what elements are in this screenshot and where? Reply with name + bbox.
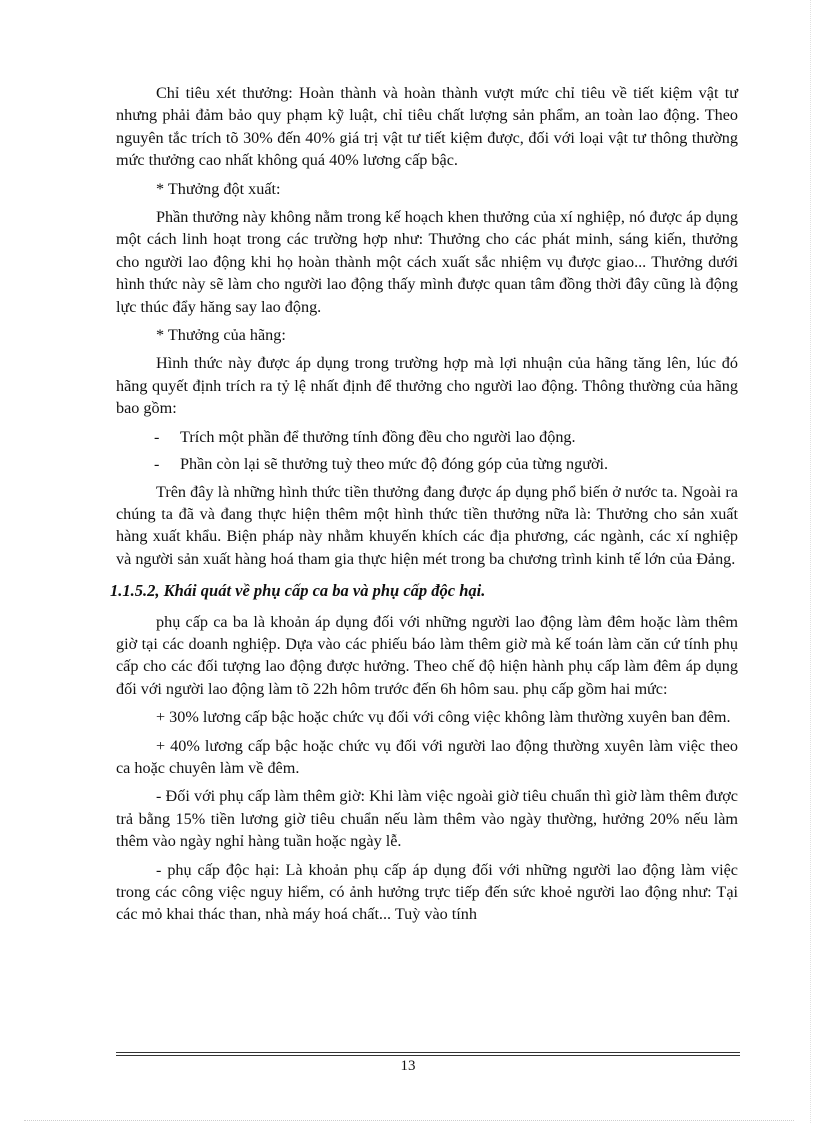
list-item (116, 453, 738, 475)
subheading-sudden-bonus: * Thưởng đột xuất: (156, 179, 281, 198)
page-body (110, 82, 738, 932)
paragraph-rate-40: + 40% lương cấp bậc hoặc chức vụ đối với người lao động thường xuyên làm việc theo ca hoặc chuyên làm về đêm. (116, 736, 738, 777)
bullet-marker: - (154, 427, 160, 446)
paragraph-company-bonus: Hình thức này được áp dụng trong trường hợp mà lợi nhuận của hãng tăng lên, lúc đó hãng quyết định trích ra tỷ lệ nhất định để thưởng cho người lao động. Thông thường của hãng bao gồm: (116, 354, 738, 418)
paragraph-overtime: - Đối với phụ cấp làm thêm giờ: Khi làm việc ngoài giờ tiêu chuẩn thì giờ làm thêm được trả bằng 15% tiền lương giờ tiêu chuẩn nếu làm thêm vào ngày thường, hưởng 20% nếu làm thêm vào ngày nghỉ hàng tuần hoặc ngày lễ. (116, 787, 738, 851)
paragraph-sudden-bonus: Phần thưởng này không nằm trong kế hoạch khen thưởng của xí nghiệp, nó được áp dụng một cách linh hoạt trong các trường hợp như: Thưởng cho các phát minh, sáng kiến, thưởng cho người lao động khi họ hoàn thành một cách xuất sắc nhiệm vụ được giao... Thưởng dưới hình thức này sẽ làm cho người lao động thấy mình được quan tâm đồng thời đây cũng là động lực thúc đẩy hăng say lao động. (116, 208, 738, 316)
paragraph-night-allowance: phụ cấp ca ba là khoản áp dụng đối với những người lao động làm đêm hoặc làm thêm giờ tại các doanh nghiệp. Dựa vào các phiếu báo làm thêm giờ mà kế toán làm căn cứ tính phụ cấp cho các đối tượng lao động được hưởng. Theo chế độ hiện hành phụ cấp làm đêm áp dụng đối với người lao động làm tõ 22h hôm trước đến 6h hôm sau. phụ cấp gồm hai mức: (116, 612, 738, 698)
subheading-company-bonus: * Thưởng của hãng: (156, 326, 286, 345)
page-number: 13 (400, 1058, 416, 1074)
footer-rule (116, 1052, 740, 1053)
paragraph-savings-bonus: Chỉ tiêu xét thưởng: Hoàn thành và hoàn thành vượt mức chỉ tiêu về tiết kiệm vật tư nhưng phải đảm bảo quy phạm kỹ luật, chỉ tiêu chất lượng sản phẩm, an toàn lao động. Theo nguyên tắc trích tõ 30% đến 40% giá trị vật tư tiết kiệm được, đối với loại vật tư thông thường mức thưởng cao nhất không quá 40% lương cấp bậc. (116, 84, 738, 170)
list-item-text: Trích một phần để thưởng tính đồng đều cho người lao động. (180, 427, 576, 446)
page-edge (810, 0, 811, 1123)
paragraph-hazard-allowance: - phụ cấp độc hại: Là khoản phụ cấp áp dụng đối với những người lao động làm việc trong các công việc nguy hiểm, có ảnh hưởng trực tiếp đến sức khoẻ người lao động như: Tại các mỏ khai thác than, nhà máy hoá chất... Tuỳ vào tính (116, 860, 738, 924)
bullet-marker: - (154, 455, 160, 474)
section-heading: 1.1.5.2, Khái quát về phụ cấp ca ba và phụ cấp độc hại. (110, 581, 486, 601)
page-edge (24, 1120, 794, 1121)
list-item-text: Phần còn lại sẽ thưởng tuỳ theo mức độ đóng góp của từng người. (180, 455, 609, 474)
footer-rule (116, 1055, 740, 1056)
list-item (116, 426, 738, 448)
paragraph-rate-30: + 30% lương cấp bậc hoặc chức vụ đối với công việc không làm thường xuyên ban đêm. (156, 708, 731, 727)
paragraph-summary: Trên đây là những hình thức tiền thưởng đang được áp dụng phổ biến ở nước ta. Ngoài ra chúng ta đã và đang thực hiện thêm một hình thức tiền thưởng nữa là: Thưởng cho sản xuất hàng xuất khẩu. Biện pháp này nhằm khuyến khích các địa phương, các ngành, các xí nghiệp và người sản xuất hàng hoá tham gia thực hiện mét trong ba chương trình kinh tế lớn của Đảng. (116, 482, 738, 568)
